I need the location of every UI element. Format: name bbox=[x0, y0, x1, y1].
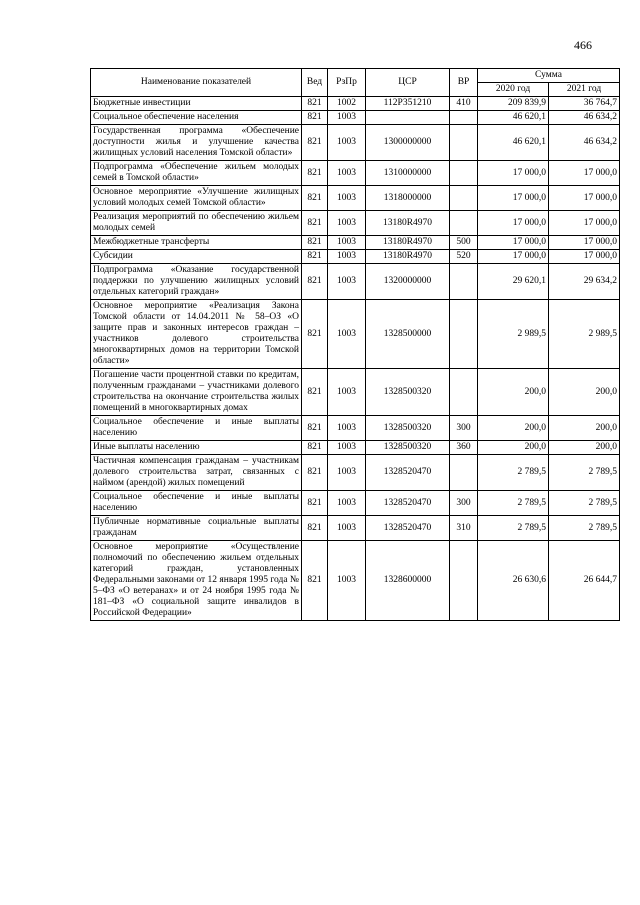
row-ved: 821 bbox=[302, 236, 328, 250]
row-name: Основное мероприятие «Осуществление полномочий по обеспечению жильем отдельных категорий граждан, установленных Федеральными законами от 12 января 1995 года № 5–ФЗ «О ветеранах» и от 24 ноября 1995 года № 181–ФЗ «О социальной защите инвалидов в Российской Федерации» bbox=[91, 541, 302, 621]
row-rzpr: 1003 bbox=[328, 441, 366, 455]
row-sum-2020: 17 000,0 bbox=[478, 161, 549, 186]
row-vr: 300 bbox=[450, 416, 478, 441]
row-vr bbox=[450, 211, 478, 236]
row-ved: 821 bbox=[302, 211, 328, 236]
table-row bbox=[91, 491, 620, 516]
table-row bbox=[91, 416, 620, 441]
row-sum-2021: 36 764,7 bbox=[549, 97, 620, 111]
row-ved: 821 bbox=[302, 300, 328, 369]
row-ved: 821 bbox=[302, 491, 328, 516]
row-sum-2021: 26 644,7 bbox=[549, 541, 620, 621]
row-ved: 821 bbox=[302, 125, 328, 161]
row-sum-2021: 17 000,0 bbox=[549, 161, 620, 186]
row-rzpr: 1003 bbox=[328, 455, 366, 491]
row-vr: 360 bbox=[450, 441, 478, 455]
row-csr: 13180R4970 bbox=[366, 236, 450, 250]
row-sum-2021: 46 634,2 bbox=[549, 125, 620, 161]
row-rzpr: 1003 bbox=[328, 236, 366, 250]
row-name: Основное мероприятие «Улучшение жилищных условий молодых семей Томской области» bbox=[91, 186, 302, 211]
row-sum-2021: 200,0 bbox=[549, 441, 620, 455]
row-csr: 1328500320 bbox=[366, 441, 450, 455]
row-sum-2021: 17 000,0 bbox=[549, 250, 620, 264]
row-csr: 13180R4970 bbox=[366, 211, 450, 236]
row-sum-2021: 2 989,5 bbox=[549, 300, 620, 369]
header-year-2020: 2020 год bbox=[478, 83, 549, 97]
row-csr: 1320000000 bbox=[366, 264, 450, 300]
row-csr: 112P351210 bbox=[366, 97, 450, 111]
row-sum-2021: 2 789,5 bbox=[549, 455, 620, 491]
row-rzpr: 1003 bbox=[328, 161, 366, 186]
row-csr bbox=[366, 111, 450, 125]
row-sum-2020: 200,0 bbox=[478, 369, 549, 416]
table-row bbox=[91, 111, 620, 125]
row-vr bbox=[450, 111, 478, 125]
row-ved: 821 bbox=[302, 111, 328, 125]
row-rzpr: 1003 bbox=[328, 516, 366, 541]
row-sum-2021: 2 789,5 bbox=[549, 516, 620, 541]
row-sum-2021: 200,0 bbox=[549, 369, 620, 416]
table-row bbox=[91, 441, 620, 455]
row-name: Социальное обеспечение населения bbox=[91, 111, 302, 125]
row-csr: 1328500320 bbox=[366, 369, 450, 416]
row-rzpr: 1003 bbox=[328, 369, 366, 416]
header-ved: Вед bbox=[302, 69, 328, 97]
row-name: Основное мероприятие «Реализация Закона Томской области от 14.04.2011 № 58–ОЗ «О защите прав и законных интересов граждан – участников долевого строительства многоквартирных домов на территории Томской области» bbox=[91, 300, 302, 369]
row-csr: 1328500320 bbox=[366, 416, 450, 441]
row-sum-2020: 46 620,1 bbox=[478, 125, 549, 161]
row-ved: 821 bbox=[302, 250, 328, 264]
row-rzpr: 1003 bbox=[328, 416, 366, 441]
row-rzpr: 1003 bbox=[328, 125, 366, 161]
row-sum-2020: 2 989,5 bbox=[478, 300, 549, 369]
header-rzpr: РзПр bbox=[328, 69, 366, 97]
header-vr: ВР bbox=[450, 69, 478, 97]
row-rzpr: 1002 bbox=[328, 97, 366, 111]
table-row bbox=[91, 186, 620, 211]
row-name: Социальное обеспечение и иные выплаты населению bbox=[91, 491, 302, 516]
row-ved: 821 bbox=[302, 369, 328, 416]
row-name: Частичная компенсация гражданам – участникам долевого строительства затрат, связанных с наймом (арендой) жилых помещений bbox=[91, 455, 302, 491]
row-name: Государственная программа «Обеспечение доступности жилья и улучшение качества жилищных условий населения Томской области» bbox=[91, 125, 302, 161]
row-vr: 310 bbox=[450, 516, 478, 541]
row-vr bbox=[450, 300, 478, 369]
header-sum: Сумма bbox=[478, 69, 620, 83]
row-vr bbox=[450, 161, 478, 186]
header-year-2021: 2021 год bbox=[549, 83, 620, 97]
row-name: Погашение части процентной ставки по кредитам, полученным гражданами – участниками долевого строительства на окончание строительства жилых помещений в многоквартирных домах bbox=[91, 369, 302, 416]
budget-table bbox=[90, 68, 620, 621]
row-ved: 821 bbox=[302, 441, 328, 455]
row-name: Иные выплаты населению bbox=[91, 441, 302, 455]
row-sum-2020: 2 789,5 bbox=[478, 516, 549, 541]
row-ved: 821 bbox=[302, 416, 328, 441]
row-name: Подпрограмма «Оказание государственной поддержки по улучшению жилищных условий отдельных категорий граждан» bbox=[91, 264, 302, 300]
row-sum-2020: 26 630,6 bbox=[478, 541, 549, 621]
row-sum-2021: 17 000,0 bbox=[549, 211, 620, 236]
row-rzpr: 1003 bbox=[328, 111, 366, 125]
row-sum-2020: 2 789,5 bbox=[478, 455, 549, 491]
row-name: Межбюджетные трансферты bbox=[91, 236, 302, 250]
row-sum-2020: 2 789,5 bbox=[478, 491, 549, 516]
row-csr: 1328500000 bbox=[366, 300, 450, 369]
row-sum-2021: 46 634,2 bbox=[549, 111, 620, 125]
row-csr: 13180R4970 bbox=[366, 250, 450, 264]
row-sum-2021: 17 000,0 bbox=[549, 186, 620, 211]
row-name: Бюджетные инвестиции bbox=[91, 97, 302, 111]
table-row bbox=[91, 236, 620, 250]
row-sum-2020: 200,0 bbox=[478, 416, 549, 441]
row-vr bbox=[450, 455, 478, 491]
row-ved: 821 bbox=[302, 161, 328, 186]
row-csr: 1328600000 bbox=[366, 541, 450, 621]
table-row bbox=[91, 300, 620, 369]
table-row bbox=[91, 125, 620, 161]
row-vr bbox=[450, 264, 478, 300]
row-vr bbox=[450, 125, 478, 161]
row-rzpr: 1003 bbox=[328, 491, 366, 516]
row-csr: 1328520470 bbox=[366, 516, 450, 541]
table-row bbox=[91, 516, 620, 541]
table-row bbox=[91, 455, 620, 491]
row-csr: 1318000000 bbox=[366, 186, 450, 211]
row-name: Субсидии bbox=[91, 250, 302, 264]
row-vr bbox=[450, 369, 478, 416]
table-row bbox=[91, 541, 620, 621]
table-row bbox=[91, 250, 620, 264]
table-row bbox=[91, 264, 620, 300]
row-sum-2021: 29 634,2 bbox=[549, 264, 620, 300]
table-row bbox=[91, 97, 620, 111]
row-name: Подпрограмма «Обеспечение жильем молодых семей в Томской области» bbox=[91, 161, 302, 186]
row-rzpr: 1003 bbox=[328, 541, 366, 621]
row-sum-2021: 17 000,0 bbox=[549, 236, 620, 250]
row-name: Реализация мероприятий по обеспечению жильем молодых семей bbox=[91, 211, 302, 236]
table-body bbox=[91, 97, 620, 621]
row-ved: 821 bbox=[302, 516, 328, 541]
table-row bbox=[91, 211, 620, 236]
row-rzpr: 1003 bbox=[328, 250, 366, 264]
row-sum-2021: 2 789,5 bbox=[549, 491, 620, 516]
row-csr: 1328520470 bbox=[366, 455, 450, 491]
row-ved: 821 bbox=[302, 186, 328, 211]
row-name: Социальное обеспечение и иные выплаты населению bbox=[91, 416, 302, 441]
row-rzpr: 1003 bbox=[328, 186, 366, 211]
row-rzpr: 1003 bbox=[328, 264, 366, 300]
row-csr: 1328520470 bbox=[366, 491, 450, 516]
table-row bbox=[91, 369, 620, 416]
row-sum-2020: 29 620,1 bbox=[478, 264, 549, 300]
header-csr: ЦСР bbox=[366, 69, 450, 97]
row-vr: 410 bbox=[450, 97, 478, 111]
row-ved: 821 bbox=[302, 455, 328, 491]
row-sum-2020: 46 620,1 bbox=[478, 111, 549, 125]
row-rzpr: 1003 bbox=[328, 211, 366, 236]
row-name: Публичные нормативные социальные выплаты гражданам bbox=[91, 516, 302, 541]
row-csr: 1310000000 bbox=[366, 161, 450, 186]
row-sum-2020: 209 839,9 bbox=[478, 97, 549, 111]
row-ved: 821 bbox=[302, 541, 328, 621]
row-ved: 821 bbox=[302, 97, 328, 111]
row-sum-2020: 17 000,0 bbox=[478, 211, 549, 236]
row-vr bbox=[450, 186, 478, 211]
header-name: Наименование показателей bbox=[91, 69, 302, 97]
row-vr: 500 bbox=[450, 236, 478, 250]
row-vr bbox=[450, 541, 478, 621]
row-sum-2020: 17 000,0 bbox=[478, 186, 549, 211]
row-vr: 300 bbox=[450, 491, 478, 516]
row-sum-2020: 17 000,0 bbox=[478, 236, 549, 250]
table-row bbox=[91, 161, 620, 186]
row-sum-2020: 200,0 bbox=[478, 441, 549, 455]
row-sum-2021: 200,0 bbox=[549, 416, 620, 441]
row-rzpr: 1003 bbox=[328, 300, 366, 369]
row-vr: 520 bbox=[450, 250, 478, 264]
row-sum-2020: 17 000,0 bbox=[478, 250, 549, 264]
row-csr: 1300000000 bbox=[366, 125, 450, 161]
page-number: 466 bbox=[574, 38, 592, 52]
row-ved: 821 bbox=[302, 264, 328, 300]
